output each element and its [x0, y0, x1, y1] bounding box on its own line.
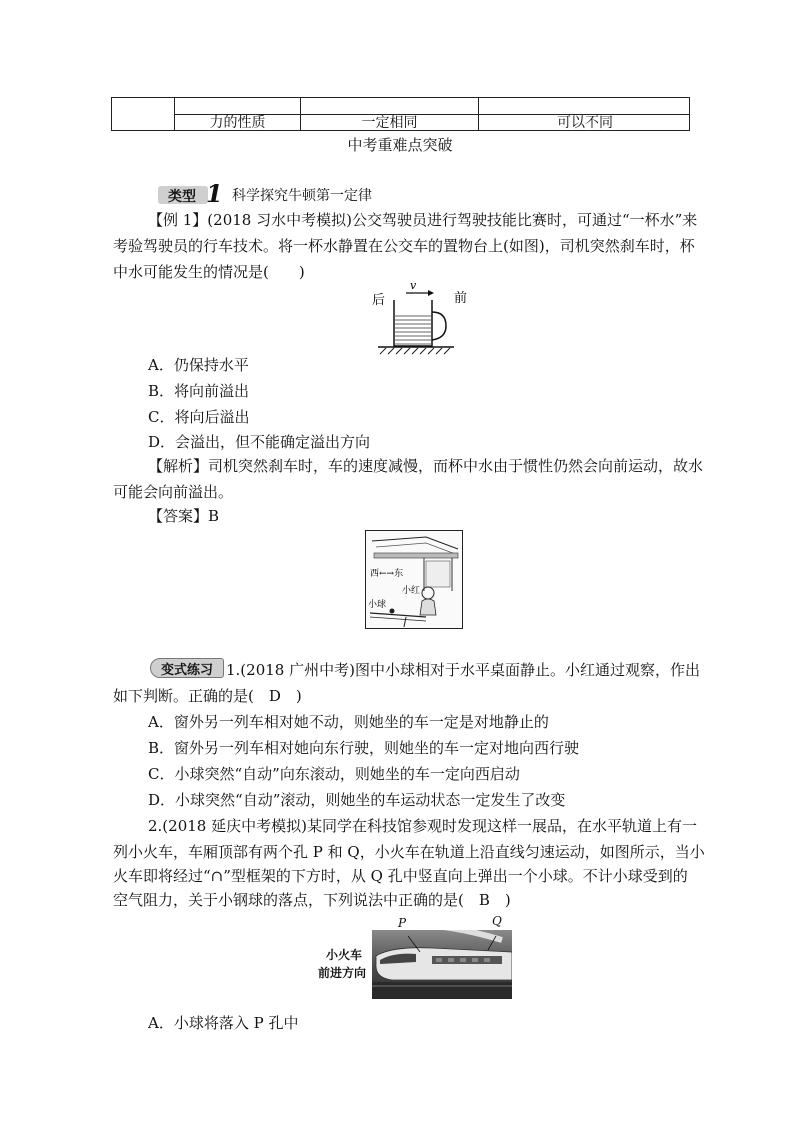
q1-line-2: 如下判断。正确的是( D ): [113, 687, 302, 705]
q2-line-4: 空气阻力，关于小钢球的落点，下列说法中正确的是( B ): [113, 891, 511, 909]
q2-line-1: 2.(2018 延庆中考模拟)某同学在科技馆参观时发现这样一展品，在水平轨道上有一: [148, 817, 697, 835]
type-title: 科学探究牛顿第一定律: [232, 188, 372, 204]
direction-label: 西←→东: [370, 569, 404, 579]
ball-label: 小球: [368, 600, 387, 610]
variant-badge: 变式练习: [150, 658, 224, 678]
example-line-2: 考验驾驶员的行车技术。将一杯水静置在公交车的置物台上(如图)，司机突然刹车时，杯: [113, 237, 695, 255]
q2-line-3: 火车即将经过“∩”型框架的下方时，从 Q 孔中竖直向上弹出一个小球。不计小球受到的: [113, 867, 688, 885]
q1-option-c: C．小球突然“自动”向东滚动，则她坐的车一定向西启动: [148, 765, 520, 783]
analysis-line-2: 可能会向前溢出。: [113, 483, 234, 501]
velocity-label: v: [410, 280, 417, 292]
example-line-3: 中水可能发生的情况是( ): [113, 263, 305, 281]
table-cell-a: 一定相同: [361, 115, 418, 131]
table-row-label: 力的性质: [209, 115, 266, 131]
train-interior-figure: [365, 530, 463, 629]
p-label: P: [398, 916, 407, 930]
type-number: 1: [206, 179, 223, 208]
direction-label-2: 前进方向: [317, 966, 366, 980]
type-badge: 类型: [158, 186, 208, 204]
q-label: Q: [492, 914, 502, 928]
q2-option-a: A．小球将落入 P 孔中: [148, 1014, 299, 1032]
q1-option-a: A．窗外另一列车相对她不动，则她坐的车一定是对地静止的: [148, 713, 549, 731]
answer: 【答案】B: [148, 507, 220, 525]
train-photo: [372, 930, 512, 999]
example-option-a: A．仍保持水平: [148, 356, 249, 374]
table-cell-b: 可以不同: [557, 115, 613, 131]
cup-figure: [370, 280, 470, 356]
train-label: 小火车: [325, 948, 362, 962]
example-option-b: B．将向前溢出: [148, 382, 250, 400]
back-label: 后: [372, 293, 386, 308]
q2-line-2: 列小火车，车厢顶部有两个孔 P 和 Q，小火车在轨道上沿直线匀速运动，如图所示，当小: [113, 843, 705, 861]
analysis-line-1: 【解析】司机突然刹车时，车的速度减慢，而杯中水由于惯性仍然会向前运动，故水: [148, 457, 704, 475]
girl-label: 小红: [402, 586, 421, 596]
q1-line-1: 1.(2018 广州中考)图中小球相对于水平桌面静止。小红通过观察，作出: [226, 661, 700, 679]
section-title: 中考重难点突破: [347, 136, 453, 154]
example-line-1: 【例 1】(2018 习水中考模拟)公交驾驶员进行驾驶技能比赛时，可通过“一杯水”来: [148, 211, 698, 229]
example-option-d: D．会溢出，但不能确定溢出方向: [148, 433, 371, 451]
example-option-c: C．将向后溢出: [148, 408, 250, 426]
q1-option-d: D．小球突然“自动”滚动，则她坐的车运动状态一定发生了改变: [148, 791, 566, 809]
front-label: 前: [454, 291, 468, 306]
comparison-table: [111, 97, 690, 131]
q1-option-b: B．窗外另一列车相对她向东行驶，则她坐的车一定对地向西行驶: [148, 739, 580, 757]
